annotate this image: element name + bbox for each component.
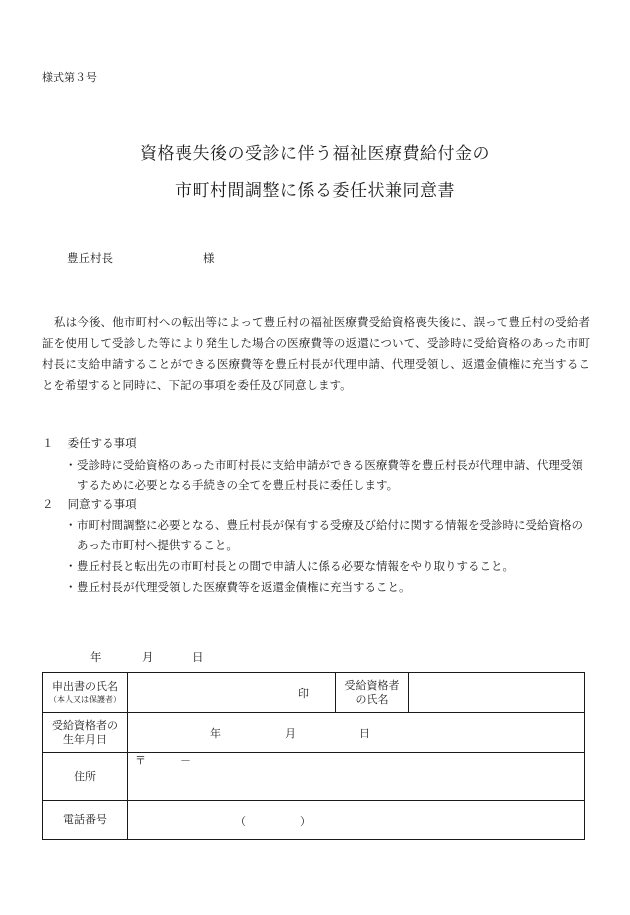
phone-label: 電話番号 bbox=[63, 813, 107, 826]
applicant-info-table bbox=[42, 672, 585, 840]
addressee-name: 豊丘村長 bbox=[67, 251, 113, 265]
date-year-label: 年 bbox=[90, 650, 102, 664]
address-label: 住所 bbox=[74, 769, 96, 783]
document-title-line-2: 市町村間調整に係る委任状兼同意書 bbox=[175, 181, 455, 201]
address-label-cell bbox=[43, 753, 128, 801]
section-2-item-1 bbox=[65, 515, 590, 555]
birthdate-label-2: 生年月日 bbox=[63, 732, 107, 746]
section-2-heading bbox=[42, 494, 137, 514]
consent-body-text: 私は今後、他市町村への転出等によって豊丘村の福祉医療費受給資格喪失後に、誤って豊丘村の受給者証を使用して受診した等により発生した場合の医療費等の返還について、受診時に受給資格のあった市町村長に支給申請することができる医療費等を豊丘村長が代理申請、代理受領し、返還金債権に充当することを希望すると同時に、下記の事項を委任及び同意します。 bbox=[42, 315, 590, 392]
birth-year-label: 年 bbox=[210, 727, 221, 740]
applicant-name-field[interactable] bbox=[128, 673, 336, 713]
section-2-item-2 bbox=[65, 556, 590, 576]
applicant-name-sublabel: （本人又は保護者） bbox=[49, 695, 121, 704]
birth-day-label: 日 bbox=[359, 727, 370, 740]
bullet-mark: ・ bbox=[65, 518, 77, 532]
section-1-number: １ bbox=[42, 436, 54, 450]
section-2-item-3 bbox=[65, 577, 590, 597]
phone-field[interactable] bbox=[128, 801, 585, 840]
section-2-item-3-text: 豊丘村長が代理受領した医療費等を返還金債権に充当すること。 bbox=[77, 580, 411, 594]
seal-mark: 印 bbox=[298, 687, 309, 700]
table-row-address bbox=[43, 753, 585, 801]
bullet-mark: ・ bbox=[65, 458, 77, 472]
applicant-name-label: 申出書の氏名 bbox=[52, 680, 118, 693]
recipient-name-label-2: の氏名 bbox=[355, 692, 389, 706]
section-2-number: ２ bbox=[42, 497, 54, 511]
bullet-mark: ・ bbox=[65, 559, 77, 573]
recipient-name-label-1: 受給資格者 bbox=[344, 678, 400, 692]
date-month-label: 月 bbox=[142, 650, 154, 664]
table-row-applicant bbox=[43, 673, 585, 713]
addressee bbox=[67, 250, 215, 266]
birthdate-field[interactable] bbox=[128, 713, 585, 753]
address-field[interactable] bbox=[128, 753, 585, 801]
phone-label-cell bbox=[43, 801, 128, 840]
phone-open-paren: （ bbox=[235, 815, 246, 828]
section-1-title: 委任する事項 bbox=[67, 436, 137, 450]
birthdate-label-1: 受給資格者の bbox=[52, 718, 118, 732]
section-1-heading bbox=[42, 433, 137, 453]
section-2-item-2-text: 豊丘村長と転出先の市町村長との間で申請人に係る必要な情報をやり取りすること。 bbox=[77, 559, 514, 573]
recipient-name-label-cell bbox=[336, 673, 409, 713]
table-row-birthdate bbox=[43, 713, 585, 753]
section-1-item-1-text: 受診時に受給資格のあった市町村長に支給申請ができる医療費等を豊丘村長が代理申請、代理受領するために必要となる手続きの全てを豊丘村長に委任します。 bbox=[77, 458, 583, 492]
form-number: 様式第３号 bbox=[42, 71, 97, 84]
phone-close-paren: ） bbox=[300, 815, 311, 828]
section-1-item-1 bbox=[65, 455, 590, 495]
applicant-name-label-cell bbox=[43, 673, 128, 713]
recipient-name-field[interactable] bbox=[409, 673, 585, 713]
addressee-honorific: 様 bbox=[203, 251, 215, 265]
document-title-line-1: 資格喪失後の受診に伴う福祉医療費給付金の bbox=[140, 144, 490, 164]
postal-mark: 〒 bbox=[135, 754, 146, 767]
date-day-label: 日 bbox=[192, 650, 204, 664]
table-row-phone bbox=[43, 801, 585, 840]
birth-month-label: 月 bbox=[285, 727, 296, 740]
section-2-item-1-text: 市町村間調整に必要となる、豊丘村長が保有する受療及び給付に関する情報を受診時に受給資格のあった市町村へ提供すること。 bbox=[77, 518, 583, 552]
postal-dash: － bbox=[180, 754, 191, 767]
section-2-title: 同意する事項 bbox=[67, 497, 137, 511]
bullet-mark: ・ bbox=[65, 580, 77, 594]
birthdate-label-cell bbox=[43, 713, 128, 753]
